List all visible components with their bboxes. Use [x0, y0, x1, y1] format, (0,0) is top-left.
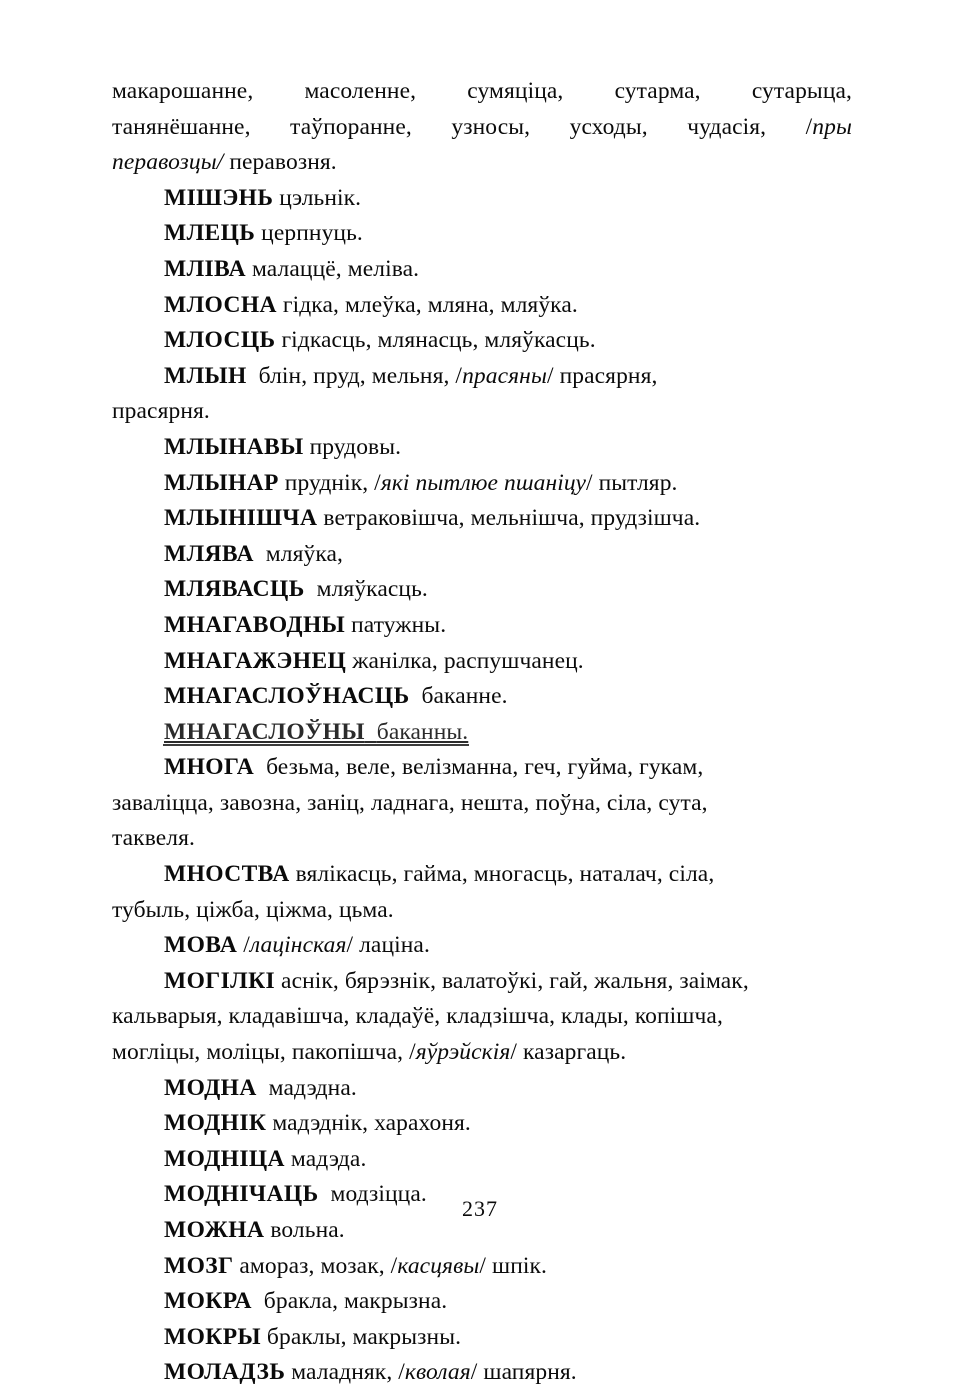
headword: МОДНА — [164, 1074, 257, 1101]
entry-body-b: / пытляр. — [586, 469, 678, 496]
headword: МОГІЛКІ — [164, 967, 276, 994]
headword: МЛЕЦЬ — [164, 220, 256, 247]
entry-moladz — [112, 1355, 852, 1391]
entry-body-b: / прасярня, — [546, 362, 658, 389]
entry-body-a: маладняк, / — [291, 1359, 405, 1386]
entry-body: прудовы. — [309, 433, 402, 460]
entry-mokry — [112, 1320, 852, 1356]
entry-body: ветраковішча, мельнішча, прудзішча. — [323, 505, 701, 532]
headword: МОЛАДЗЬ — [164, 1359, 286, 1386]
entry-mnagaslouny — [112, 715, 852, 751]
entry-mlosc — [112, 323, 852, 359]
struck-entry-text — [164, 715, 468, 751]
entry-mlyn — [112, 359, 852, 395]
entry-mnoga-wrap-2 — [112, 821, 852, 857]
entry-body: патужны. — [351, 611, 447, 638]
entry-body: мадэднік, харахоня. — [272, 1110, 471, 1137]
entry-mokra — [112, 1284, 852, 1320]
headword: МЛЯВА — [164, 540, 254, 567]
headword: МОКРЫ — [164, 1323, 261, 1350]
entry-mnostva — [112, 857, 852, 893]
entry-mogilki-wrap-2 — [112, 1035, 852, 1071]
entry-mliva — [112, 252, 852, 288]
headword: МЛІВА — [164, 255, 247, 282]
entry-body-italic: лацінская — [249, 932, 347, 959]
headword: МНОГА — [164, 754, 255, 781]
entry-body: цэльнік. — [279, 184, 362, 211]
entry-mnagavodny — [112, 608, 852, 644]
headword: МНАГАСЛОЎНЫ — [164, 718, 365, 745]
entry-mlec — [112, 216, 852, 252]
headword: МІШЭНЬ — [164, 184, 274, 211]
entry-modna — [112, 1071, 852, 1107]
entry-body: баканне. — [421, 683, 508, 710]
headword: МОДНІЦА — [164, 1145, 285, 1172]
headword: МЛЫН — [164, 362, 247, 389]
entry-mogilki — [112, 964, 852, 1000]
entry-body: бракла, макрызна. — [263, 1288, 448, 1315]
headword: МОДНІК — [164, 1110, 267, 1137]
entry-mlynavy — [112, 430, 852, 466]
entry-mnoga — [112, 750, 852, 786]
entry-mnostva-wrap-1 — [112, 893, 852, 929]
carryover-text-3: перавозня. — [223, 149, 337, 176]
headword: МОКРА — [164, 1288, 252, 1315]
entry-body: церпнуць. — [261, 220, 363, 247]
headword: МЛОСНА — [164, 291, 277, 318]
entry-body: браклы, макрызны. — [266, 1323, 462, 1350]
carryover-text-2: танянёшанне, таўпоранне, узносы, усходы, чудасія, / — [112, 113, 813, 140]
entry-mozg — [112, 1249, 852, 1285]
entry-body-a: блін, пруд, мельня, / — [258, 362, 463, 389]
entry-wrap-text: таквеля. — [112, 825, 196, 852]
carryover-line-2 — [112, 110, 852, 146]
entry-body-b: / лаціна. — [346, 932, 430, 959]
entry-body-a: амораз, мозак, / — [239, 1252, 398, 1279]
carryover-italic-3: перавозцы/ — [112, 149, 224, 176]
entry-body-italic: які пытлюе пшаніцу — [380, 469, 586, 496]
entry-body: жанілка, распушчанец. — [352, 647, 584, 674]
entry-body-a: / — [237, 932, 250, 959]
entry-mlosna — [112, 288, 852, 324]
headword: МОДНІЧАЦЬ — [164, 1181, 319, 1208]
entry-body: гідкасць, млянасць, мляўкасць. — [281, 327, 596, 354]
entry-body: мляўкасць. — [316, 576, 428, 603]
entry-mnoga-wrap-1 — [112, 786, 852, 822]
entry-body: безьма, веле, велізманна, геч, гуйма, гукам, — [266, 754, 704, 781]
headword: МНАГАСЛОЎНАСЦЬ — [164, 683, 410, 710]
entry-mlynishcha — [112, 501, 852, 537]
text-column — [112, 74, 852, 1391]
entry-body-italic: касцявы — [397, 1252, 480, 1279]
headword: МНАГАВОДНЫ — [164, 611, 346, 638]
entry-wrap-text-a: могліцы, моліцы, пакопішча, / — [112, 1039, 416, 1066]
entry-mnagazhenec — [112, 644, 852, 680]
entry-wrap-text: кальварыя, кладавішча, кладаўё, кладзішча, клады, копішча, — [112, 1003, 723, 1030]
headword: МЛЫНАВЫ — [164, 433, 304, 460]
entry-body: малаццё, меліва. — [252, 255, 420, 282]
entry-body-b: / шпік. — [479, 1252, 547, 1279]
entry-wrap-text: прасярня. — [112, 398, 210, 425]
headword: МЛЯВАСЦЬ — [164, 576, 305, 603]
entry-body-a: пруднік, / — [284, 469, 381, 496]
headword: МОЖНА — [164, 1217, 265, 1243]
headword: МЛЫНАР — [164, 469, 279, 496]
carryover-line-3 — [112, 145, 852, 181]
entry-body: мляўка, — [265, 540, 344, 567]
headword: МОВА — [164, 932, 238, 959]
entry-body: вялікасць, гайма, многасць, наталач, сіла, — [295, 861, 715, 888]
entry-mlyn-wrap — [112, 394, 852, 430]
carryover-text-1: макарошанне, масоленне, сумяціца, сутарма, сутарыца, — [112, 78, 852, 104]
entry-mova — [112, 928, 852, 964]
entry-mlyava — [112, 537, 852, 573]
entry-mishen — [112, 181, 852, 217]
entry-body-italic: прасяны — [462, 362, 547, 389]
entry-body: мадэдна. — [268, 1074, 357, 1101]
carryover-italic-2: пры — [812, 113, 852, 140]
headword: МНАГАЖЭНЕЦ — [164, 647, 347, 674]
entry-body-b: / шапярня. — [470, 1359, 577, 1386]
entry-body-italic: кволая — [404, 1359, 471, 1386]
entry-wrap-italic: яўрэйскія — [415, 1039, 511, 1066]
headword: МЛОСЦЬ — [164, 327, 276, 354]
entry-modnica — [112, 1142, 852, 1178]
entry-body: гідка, млеўка, мляна, мляўка. — [282, 291, 578, 318]
entry-body: модзіцца. — [330, 1181, 427, 1208]
entry-mlynar — [112, 466, 852, 502]
headword: МОЗГ — [164, 1252, 234, 1279]
entry-modnik — [112, 1106, 852, 1142]
entry-mogilki-wrap-1 — [112, 999, 852, 1035]
page-number: 237 — [462, 1196, 498, 1221]
entry-wrap-text: заваліцца, завозна, заніц, ладнага, нешта, поўна, сіла, сута, — [112, 789, 708, 816]
entry-body: баканны. — [376, 718, 469, 745]
entry-body: вольна. — [270, 1217, 345, 1243]
headword: МНОСТВА — [164, 861, 290, 888]
headword: МЛЫНІШЧА — [164, 505, 318, 532]
entry-body: мадэда. — [290, 1145, 367, 1172]
entry-mnagaslounasc — [112, 679, 852, 715]
entry-wrap-text: тубыль, ціжба, ціжма, цьма. — [112, 896, 394, 923]
carryover-line-1 — [112, 74, 852, 110]
entry-body: аснік, бярэзнік, валатоўкі, гай, жальня, заімак, — [281, 967, 749, 994]
entry-mlyavasc — [112, 572, 852, 608]
entry-wrap-text-b: / казаргаць. — [510, 1039, 627, 1066]
